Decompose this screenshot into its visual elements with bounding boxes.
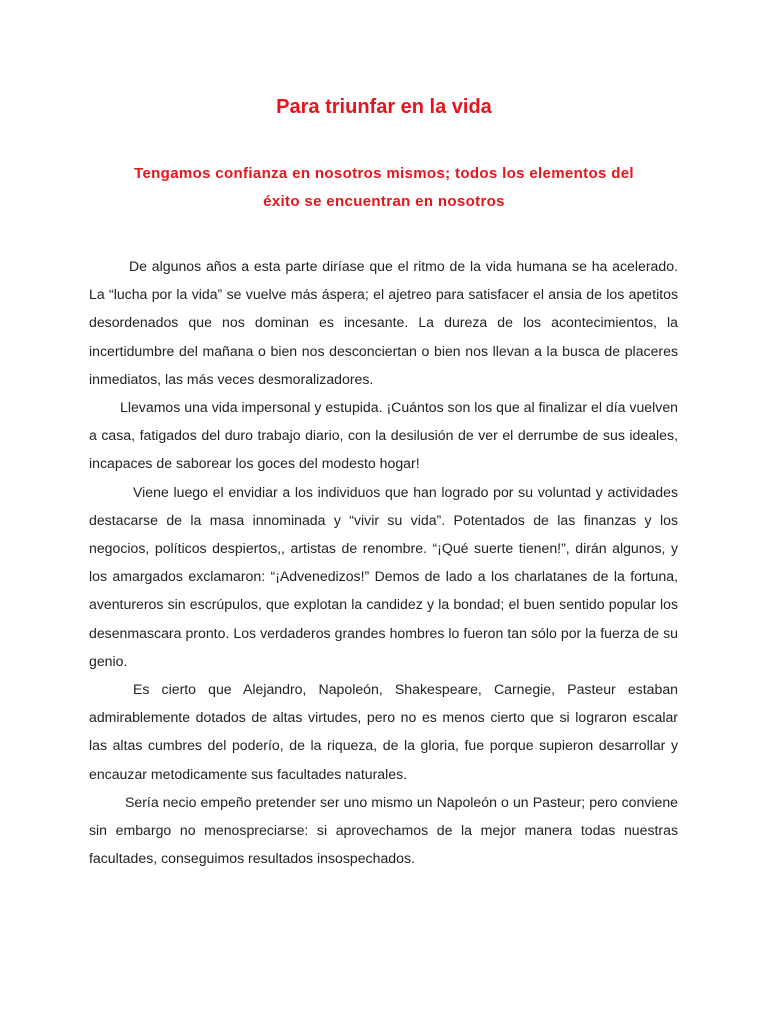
document-subtitle xyxy=(89,160,679,216)
subtitle-line-2: éxito se encuentran en nosotros xyxy=(263,193,505,210)
paragraph-4: Es cierto que Alejandro, Napoleón, Shakespeare, Carnegie, Pasteur estaban admirablemente dotados de altas virtudes, pero no es menos cierto que si lograron escalar las altas cumbres del poderío, de la riqueza, de la gloria, fue porque supieron desarrollar y encauzar metodicamente sus facultades naturales. xyxy=(89,681,678,782)
document-title: Para triunfar en la vida xyxy=(276,96,492,118)
paragraph-1: De algunos años a esta parte diríase que el ritmo de la vida humana se ha acelerado. La “lucha por la vida” se vuelve más áspera; el ajetreo para satisfacer el ansia de los apetitos desordenados que nos dominan es incesante. La dureza de los acontecimientos, la incertidumbre del mañana o bien nos desconciertan o bien nos llevan a la busca de placeres inmediatos, las más veces desmoralizadores. xyxy=(89,258,678,387)
paragraph-3: Viene luego el envidiar a los individuos que han logrado por su voluntad y actividades destacarse de la masa innominada y “vivir su vida”. Potentados de las finanzas y los negocios, políticos despiertos,, artistas de renombre. “¡Qué suerte tienen!”, dirán algunos, y los amargados exclamaron: “¡Advenedizos!” Demos de lado a los charlatanes de la fortuna, aventureros sin escrúpulos, que explotan la candidez y la bondad; el buen sentido popular los desenmascara pronto. Los verdaderos grandes hombres lo fueron tan sólo por la fuerza de su genio. xyxy=(89,483,678,669)
paragraph-2: Llevamos una vida impersonal y estupida. ¡Cuántos son los que al finalizar el día vuelven a casa, fatigados del duro trabajo diario, con la desilusión de ver el derrumbe de sus ideales, incapaces de saborear los goces del modesto hogar! xyxy=(89,399,678,472)
subtitle-line-1: Tengamos confianza en nosotros mismos; todos los elementos del xyxy=(134,165,634,182)
paragraph-5: Sería necio empeño pretender ser uno mismo un Napoleón o un Pasteur; pero conviene sin embargo no menospreciarse: si aprovechamos de la mejor manera todas nuestras facultades, conseguimos resultados insospechados. xyxy=(89,793,678,867)
document-body xyxy=(89,252,678,872)
